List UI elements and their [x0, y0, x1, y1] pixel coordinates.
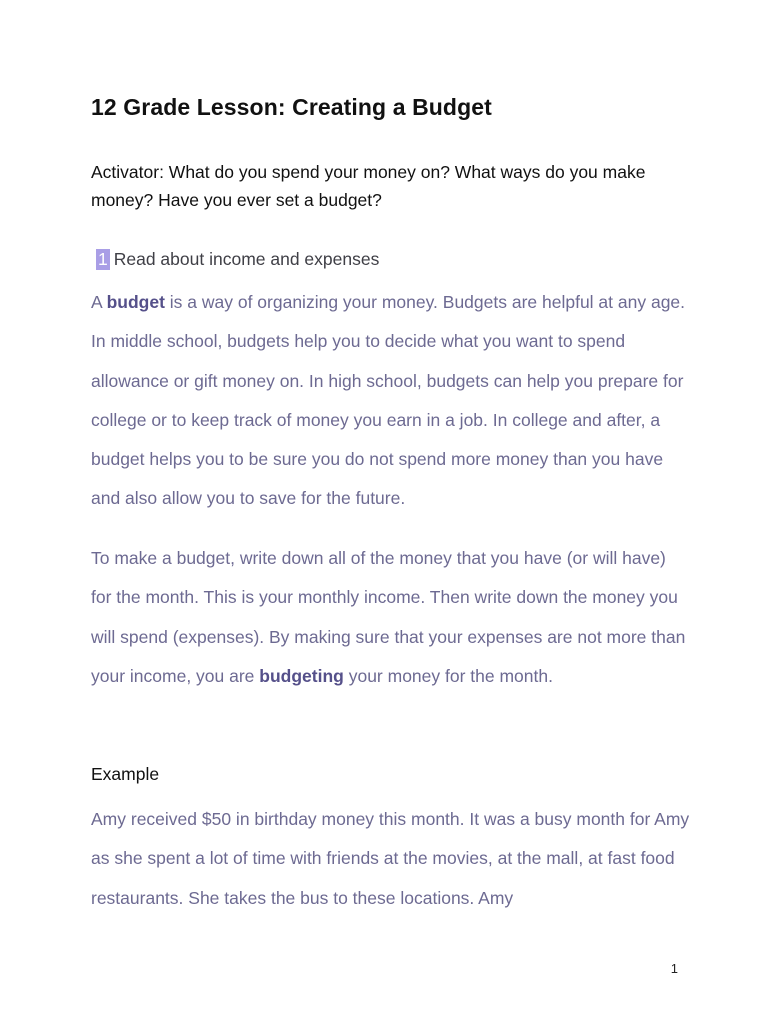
bold-term-budget: budget: [106, 292, 165, 312]
activator-text: Activator: What do you spend your money on? What ways do you make money? Have you ever set a budget?: [91, 162, 646, 210]
example-paragraph: Amy received $50 in birthday money this month. It was a busy month for Amy as she spent a lot of time with friends at the movies, at the mall, at fast food restaurants. She takes the bus to these locations. Amy: [91, 809, 690, 908]
paragraph-text: is a way of organizing your money. Budgets are helpful at any age. In middle school, budgets help you to decide what you want to spend allowance or gift money on. In high school, budgets can help you prepare for college or to keep track of money you earn in a job. In college and after, a budget helps you to be sure you do not spend more money than you have and also allow you to save for the future.: [91, 292, 686, 509]
step-heading-text: Read about income and expenses: [113, 249, 380, 269]
document-title: 12 Grade Lesson: Creating a Budget: [91, 94, 492, 120]
page-number: 1: [670, 961, 678, 976]
step-heading: [96, 247, 379, 271]
paragraph-text: your money for the month.: [343, 665, 553, 686]
bold-term-budgeting: budgeting: [259, 665, 344, 686]
how-to-budget-paragraph: [91, 539, 691, 696]
step-number-badge: 1: [98, 249, 108, 269]
paragraph-text: To make a budget, write down all of the money that you have (or will have) for the month. This is your monthly income. Then write down the money you will spend (expenses). By making sure that your expenses are not more than your income, you are: [91, 548, 686, 686]
example-heading: Example: [91, 764, 160, 784]
budget-definition-paragraph: [91, 283, 691, 519]
paragraph-text: A: [91, 292, 107, 312]
